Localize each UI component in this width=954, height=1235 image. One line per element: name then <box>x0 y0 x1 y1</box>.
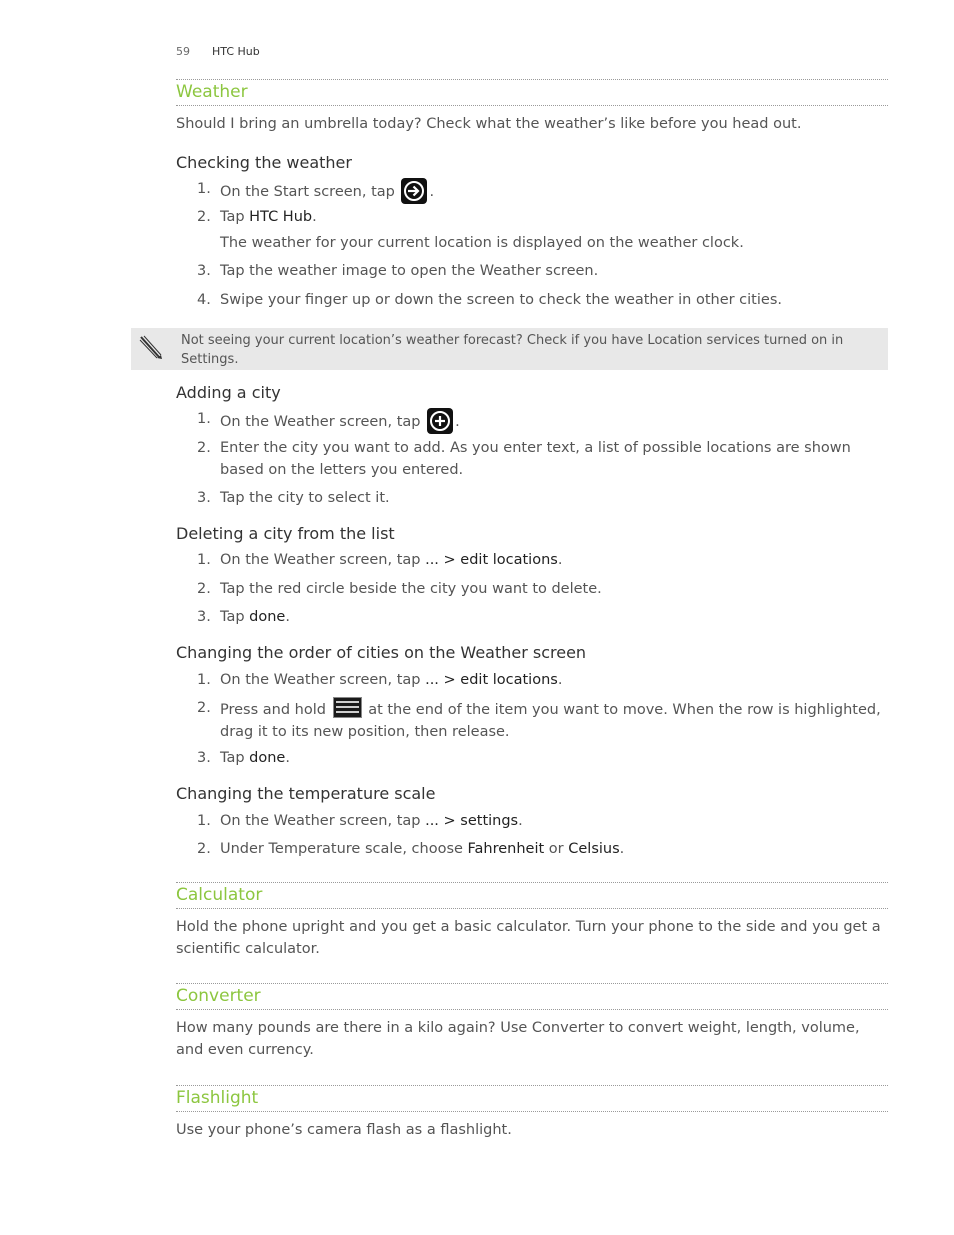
checking-step-1 <box>220 178 888 204</box>
step-number: 3. <box>197 750 211 766</box>
step-text: at the end of the item you want to move. When the row is highlighted, drag it to its new position, then release. <box>220 702 881 740</box>
step-text: On the Start screen, tap <box>220 184 395 200</box>
step-emphasis: ... > edit locations <box>425 672 558 688</box>
step-text: Tap <box>220 609 250 625</box>
divider <box>176 79 888 80</box>
checking-step-3: Tap the weather image to open the Weather screen. <box>220 263 599 279</box>
checking-step-2-note: The weather for your current location is displayed on the weather clock. <box>220 235 744 251</box>
adding-step-1 <box>220 408 888 434</box>
step-emphasis: Fahrenheit <box>467 841 545 857</box>
subsection-changing-order: Changing the order of cities on the Weather screen <box>176 643 587 662</box>
divider <box>176 1009 888 1010</box>
pencil-icon <box>138 333 164 361</box>
step-number: 4. <box>197 292 211 308</box>
step-text: Tap <box>220 750 250 766</box>
deleting-step-3 <box>220 606 888 628</box>
divider <box>176 1085 888 1086</box>
subsection-adding-city: Adding a city <box>176 383 281 402</box>
step-text: . <box>312 209 317 225</box>
arrow-right-circle-icon <box>401 178 427 204</box>
step-emphasis: Celsius <box>568 841 620 857</box>
step-text: On the Weather screen, tap <box>220 552 426 568</box>
step-text: or <box>544 841 569 857</box>
adding-step-2: Enter the city you want to add. As you enter text, a list of possible locations are shown based on the letters you entered. <box>220 440 851 478</box>
step-number: 1. <box>197 181 211 197</box>
step-number: 2. <box>197 209 211 225</box>
step-emphasis: ... > settings <box>425 813 519 829</box>
step-text: . <box>455 414 460 430</box>
checking-step-2 <box>220 206 888 228</box>
step-text: . <box>285 609 290 625</box>
converter-body: How many pounds are there in a kilo again? Use Converter to convert weight, length, volume, and even currency. <box>176 1020 860 1058</box>
step-number: 1. <box>197 552 211 568</box>
step-number: 3. <box>197 609 211 625</box>
step-text: . <box>557 672 563 688</box>
step-number: 1. <box>197 672 211 688</box>
plus-circle-icon <box>427 408 453 434</box>
drag-handle-icon <box>333 697 362 718</box>
page-number: 59 <box>176 45 190 58</box>
subsection-deleting-city: Deleting a city from the list <box>176 524 395 543</box>
step-emphasis: HTC Hub <box>249 209 313 225</box>
temperature-step-1 <box>220 810 888 832</box>
step-text: . <box>518 813 523 829</box>
step-number: 3. <box>197 490 211 506</box>
divider <box>176 882 888 883</box>
divider <box>176 908 888 909</box>
step-number: 1. <box>197 813 211 829</box>
divider <box>176 1111 888 1112</box>
subsection-checking-weather: Checking the weather <box>176 153 352 172</box>
step-text: . <box>619 841 625 857</box>
section-title-calculator: Calculator <box>176 885 263 905</box>
step-number: 3. <box>197 263 211 279</box>
step-text: . <box>557 552 563 568</box>
step-text: . <box>429 184 435 200</box>
step-emphasis: done <box>249 750 286 766</box>
step-number: 2. <box>197 841 211 857</box>
divider <box>176 105 888 106</box>
checking-step-4: Swipe your finger up or down the screen to check the weather in other cities. <box>220 292 782 308</box>
section-title-converter: Converter <box>176 986 261 1006</box>
step-text: Press and hold <box>220 702 326 718</box>
adding-step-3: Tap the city to select it. <box>220 490 390 506</box>
section-title-flashlight: Flashlight <box>176 1088 259 1108</box>
order-step-1 <box>220 669 888 691</box>
step-number: 2. <box>197 581 211 597</box>
section-title-weather: Weather <box>176 82 248 102</box>
chapter-title: HTC Hub <box>212 45 260 58</box>
step-text: Under Temperature scale, choose <box>220 841 468 857</box>
note-text: Not seeing your current location’s weather forecast? Check if you have Location services turned on in Settings. <box>181 333 844 367</box>
calculator-body: Hold the phone upright and you get a basic calculator. Turn your phone to the side and you get a scientific calculator. <box>176 919 881 957</box>
step-text: On the Weather screen, tap <box>220 813 426 829</box>
subsection-temperature-scale: Changing the temperature scale <box>176 784 436 803</box>
order-step-2 <box>220 697 888 743</box>
step-number: 2. <box>197 700 211 716</box>
step-text: Tap <box>220 209 250 225</box>
order-step-3 <box>220 747 888 769</box>
step-text: On the Weather screen, tap <box>220 414 421 430</box>
step-text: On the Weather screen, tap <box>220 672 426 688</box>
flashlight-body: Use your phone’s camera flash as a flashlight. <box>176 1122 512 1138</box>
divider <box>176 983 888 984</box>
step-emphasis: done <box>249 609 286 625</box>
step-number: 2. <box>197 440 211 456</box>
step-text: . <box>285 750 290 766</box>
step-number: 1. <box>197 411 211 427</box>
deleting-step-1 <box>220 549 888 571</box>
temperature-step-2 <box>220 838 888 860</box>
weather-intro: Should I bring an umbrella today? Check what the weather’s like before you head out. <box>176 116 802 132</box>
step-emphasis: ... > edit locations <box>425 552 558 568</box>
deleting-step-2: Tap the red circle beside the city you want to delete. <box>220 581 602 597</box>
